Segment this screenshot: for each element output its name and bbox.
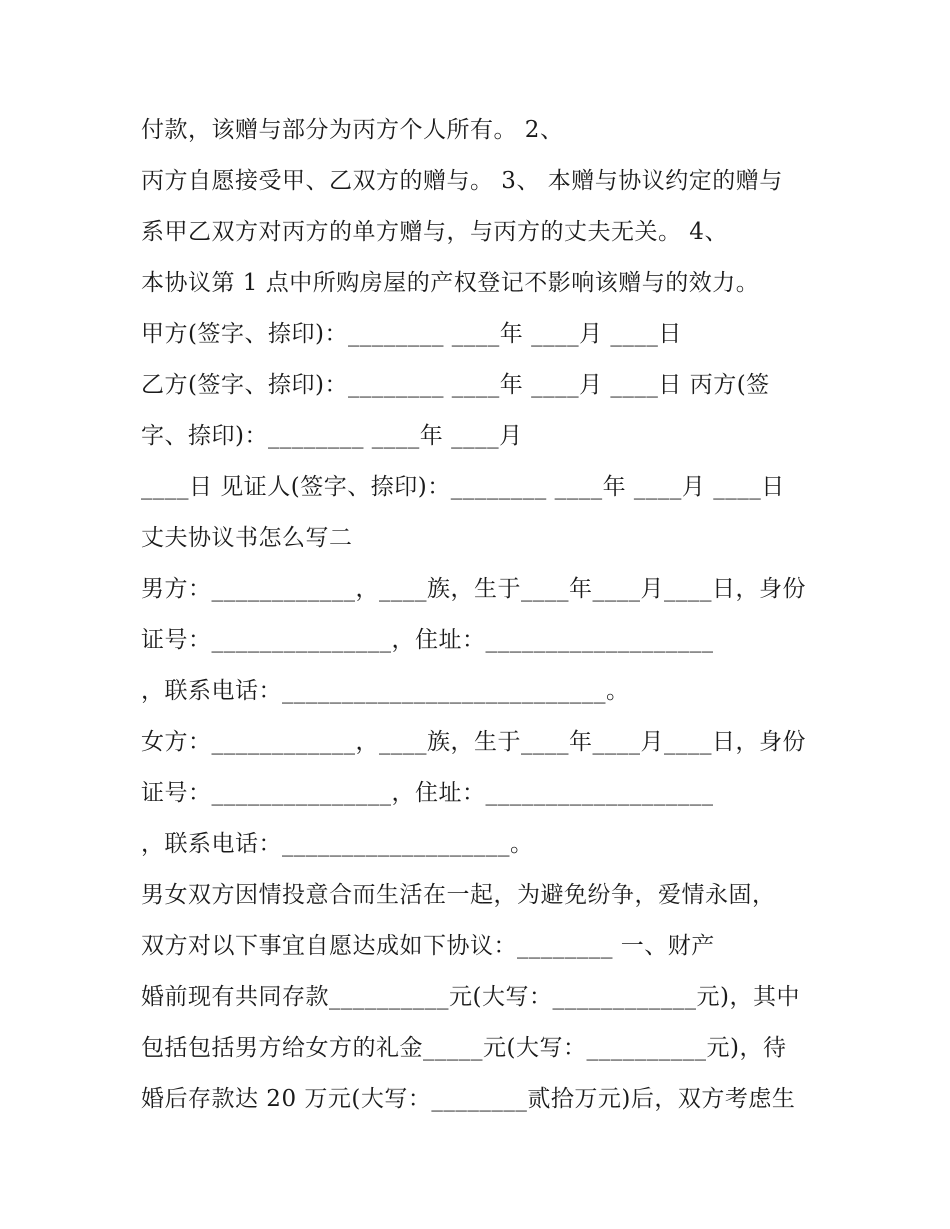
signature-line-party-a: 甲方(签字、捺印)：________ ____年 ____月 ____日 bbox=[141, 321, 682, 347]
text-line: 男方：____________，____族，生于____年____月____日，身份 bbox=[141, 576, 806, 602]
text-line: ，联系电话：___________________________。 bbox=[141, 678, 630, 704]
text-line: 男女双方因情投意合而生活在一起，为避免纷争，爱情永固， bbox=[141, 882, 776, 908]
text-line: 女方：____________，____族，生于____年____月____日，身份 bbox=[141, 729, 806, 755]
signature-line-witness: ____日 见证人(签字、捺印)：________ ____年 ____月 ____日 bbox=[141, 474, 785, 500]
text-line: 系甲乙双方对丙方的单方赠与，与丙方的丈夫无关。 4、 bbox=[141, 219, 728, 245]
text-line: 丙方自愿接受甲、乙双方的赠与。 3、 本赠与协议约定的赠与 bbox=[141, 168, 783, 194]
signature-line-party-c: 字、捺印)：________ ____年 ____月 bbox=[141, 423, 523, 449]
text-line: 证号：_______________，住址：___________________ bbox=[141, 780, 714, 806]
text-line: ，联系电话：___________________。 bbox=[141, 831, 534, 857]
text-line: 婚后存款达 20 万元(大写：________贰拾万元)后，双方考虑生 bbox=[141, 1086, 796, 1112]
text-line: 双方对以下事宜自愿达成如下协议：________ 一、财产 bbox=[141, 933, 715, 959]
text-line: 婚前现有共同存款__________元(大写：____________元)，其中 bbox=[141, 984, 800, 1010]
text-line: 本协议第 1 点中所购房屋的产权登记不影响该赠与的效力。 bbox=[141, 270, 760, 296]
text-line: 证号：_______________，住址：___________________ bbox=[141, 627, 714, 653]
signature-line-party-b: 乙方(签字、捺印)：________ ____年 ____月 ____日 丙方(签 bbox=[141, 372, 770, 398]
section-heading: 丈夫协议书怎么写二 bbox=[141, 525, 353, 551]
text-line: 包括包括男方给女方的礼金_____元(大写：__________元)，待 bbox=[141, 1035, 787, 1061]
text-line: 付款，该赠与部分为丙方个人所有。 2、 bbox=[141, 117, 564, 143]
